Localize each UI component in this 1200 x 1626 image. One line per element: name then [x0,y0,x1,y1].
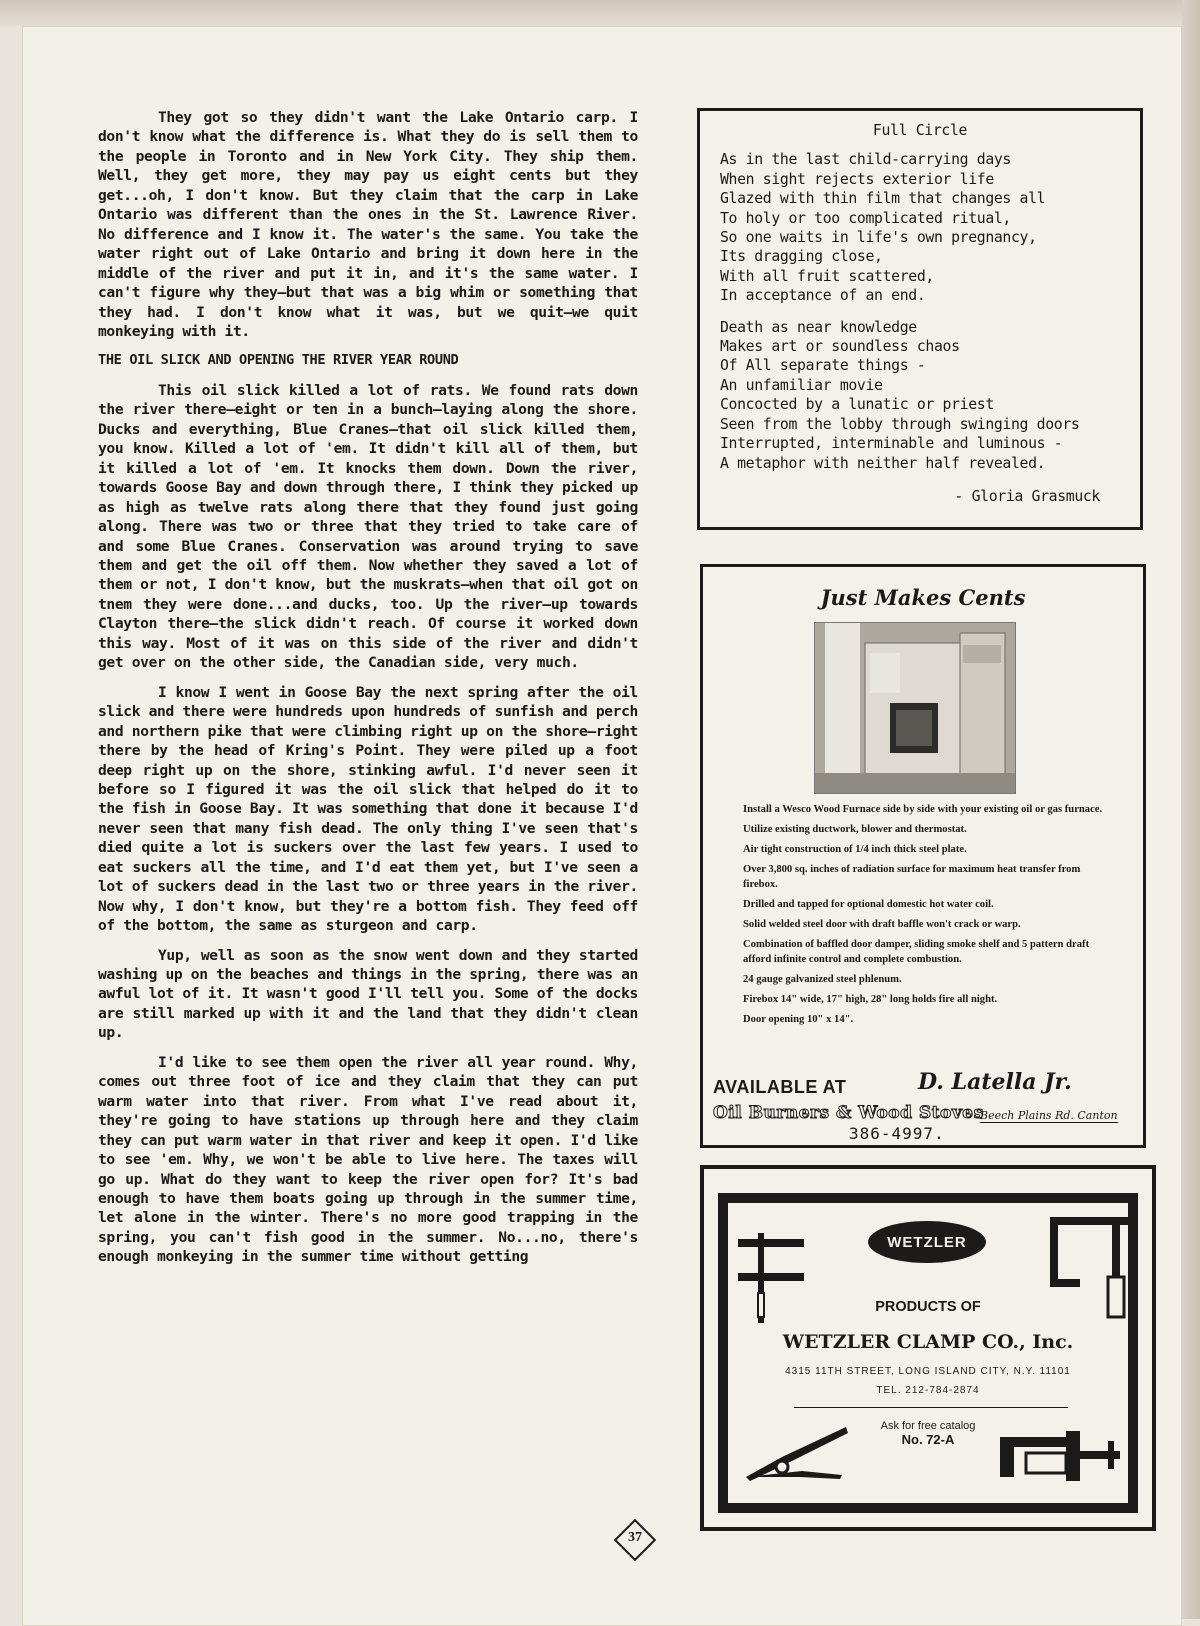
catalog-line: Ask for free catalog [880,1420,976,1432]
clamp-advertisement [700,1165,1156,1531]
furnace-advertisement [700,564,1146,1148]
poem-line: Death as near knowledge [720,318,917,336]
poem-line: Makes art or soundless chaos [720,338,960,356]
spring-clamp-icon [742,1421,852,1481]
feature-item: Air tight construction of 1/4 inch thick steel plate. [743,844,967,855]
poem-author: - Gloria Grasmuck [954,487,1100,505]
furnace-photo [814,622,1016,794]
poem-line: With all fruit scattered, [720,267,934,285]
feature-item: Install a Wesco Wood Furnace side by side with your existing oil or gas furnace. [743,804,1103,815]
company-phone: TEL. 212-784-2874 [876,1385,980,1396]
c-clamp-icon [996,1417,1126,1483]
furnace-feature-list [743,802,1113,1032]
feature-item: Drilled and tapped for optional domestic hot water coil. [743,899,994,910]
poem-stanza-1 [720,150,1140,305]
page-edge [0,0,1200,26]
poem-line: Concocted by a lunatic or priest [720,396,994,414]
article-paragraph: I'd like to see them open the river all year round. Why, comes out three foot of ice and they claim that they can put warm water into that river. From what I've read about it, they're going to have stations up through here and they claim they can put warm water in that river and keep it open. I'd like to see 'em. Why, we won't be able to live here. The taxes will go up. What do they want to keep the river open for? It's bad enough to have them boats going up through in the summer time, let alone in the winter. There's no more good trapping in the spring, you can't fish good in the summer. No...no, there's enough monkeying in the summer time without getting [98,1053,638,1266]
available-at-label: AVAILABLE AT [713,1077,847,1097]
page-binding-edge [1182,0,1200,1619]
poem-box [697,108,1143,530]
poem-line: Glazed with thin film that changes all [720,190,1046,208]
poem-line: Its dragging close, [720,248,883,266]
catalog-offer [858,1419,998,1448]
poem-line: In acceptance of an end. [720,287,926,305]
poem-line: When sight rejects exterior life [720,170,994,188]
poem-title: Full Circle [872,122,968,139]
catalog-number: No. 72-A [901,1432,955,1447]
ad-title: Just Makes Cents [820,585,1026,610]
feature-item: Over 3,800 sq. inches of radiation surface for maximum heat transfer from firebox. [743,864,1081,890]
company-name: WETZLER CLAMP CO., Inc. [782,1331,1074,1353]
page-number: 37 [628,1530,642,1545]
poem-line: An unfamiliar movie [720,376,883,394]
section-heading: THE OIL SLICK AND OPENING THE RIVER YEAR ROUND [98,352,459,369]
shop-type: Oil Burners & Wood Stoves [713,1103,984,1123]
feature-item: Firebox 14" wide, 17" high, 28" long holds fire all night. [743,994,998,1005]
company-address: 4315 11TH STREET, LONG ISLAND CITY, N.Y. 11101 [785,1366,1071,1377]
article-column [98,108,638,1267]
dealer-phone: 386-4997. [849,1124,945,1143]
article-paragraph: Yup, well as soon as the snow went down and they started washing up on the beaches and things in the spring, there was an awful lot of it. It wasn't good I'll tell you. Some of the docks are still marked up with it and the land that they didn't clean up. [98,946,638,1042]
poem-line: A metaphor with neither half revealed. [720,454,1046,472]
poem-line: Interrupted, interminable and luminous - [720,435,1063,453]
article-paragraph: They got so they didn't want the Lake Ontario carp. I don't know what the difference is. What they do is sell them to the people in Toronto and in New York City. They ship them. Well, they get more, they may pay us eight cents but they get...oh, I don't know. But they claim that the carp in Lake Ontario was different than the ones in the St. Lawrence River. No difference and I know it. The water's the same. You take the water right out of Lake Ontario and bring it down here in the middle of the river and put it in, and it's the same water. I can't figure why they—but that was a big whim or something that they had. I don't know what it was, but we quit—we quit monkeying with it. [98,109,638,340]
feature-item: Combination of baffled door damper, sliding smoke shelf and 5 pattern draft afford infinite control and complete combustion. [743,939,1090,965]
poem-line: As in the last child-carrying days [720,151,1011,169]
poem-line: To holy or too complicated ritual, [720,209,1011,227]
feature-item: Utilize existing ductwork, blower and thermostat. [743,824,967,835]
furnace-illustration [815,623,1015,793]
poem-line: Of All separate things - [720,357,926,375]
dealer-location: Beech Plains Rd. Canton [980,1109,1118,1122]
feature-item: Door opening 10" x 14". [743,1014,854,1025]
poem-stanza-2 [720,318,1140,473]
products-of-label: PRODUCTS OF [875,1299,981,1315]
article-paragraph: This oil slick killed a lot of rats. We found rats down the river there—eight or ten in a bunch—laying along the shore. Ducks and everything, Blue Cranes—that oil slick killed them, you know. Killed a lot of 'em. It didn't kill all of them, but it killed a lot of 'em. It knocks them down. Down the river, towards Goose Bay and down through there, I think they picked up as high as twelve rats along there that they found just going along. There was two or three that they tried to take care of and some Blue Cranes. Conservation was around trying to save them and get the oil off them. Now whether they saved a lot of them or not, I don't know, but the muskrats—when that oil got on tnem they were done...and ducks, too. Up the river—up towards Clayton there—the slick didn't reach. Of course it worked down this way. Most of it was on this side of the river and didn't get over on the other side, the Canadian side, very much. [98,381,638,672]
dealer-name: D. Latella Jr. [918,1069,1072,1095]
article-paragraph: I know I went in Goose Bay the next spring after the oil slick and there were hundreds upon hundreds of sunfish and perch and northern pike that were climbing right up on the shore—right there by the head of Kring's Point. They were piled up a foot deep right up on the shore, stinking awful. I'd never seen it before so I figured it was the oil slick that helped do it to the fish in Goose Bay. It was something that done it because I'd never seen that many fish dead. The only thing I've seen that's died quite a lot is suckers over the last few years. I used to eat suckers all the time, and I'd eat them yet, but I've seen a lot of suckers dead in the last two or three years in the river. Now why, I don't know, but they're a bottom fish. They feed off of the bottom, the same as sturgeon and carp. [98,683,638,935]
poem-line: Seen from the lobby through swinging doors [720,415,1080,433]
wetzler-logo: WETZLER [868,1221,986,1263]
divider [794,1407,1068,1408]
clamp-ad-frame [718,1193,1138,1513]
feature-item: 24 gauge galvanized steel phlenum. [743,974,902,985]
feature-item: Solid welded steel door with draft baffle won't crack or warp. [743,919,1021,930]
poem-line: So one waits in life's own pregnancy, [720,229,1037,247]
